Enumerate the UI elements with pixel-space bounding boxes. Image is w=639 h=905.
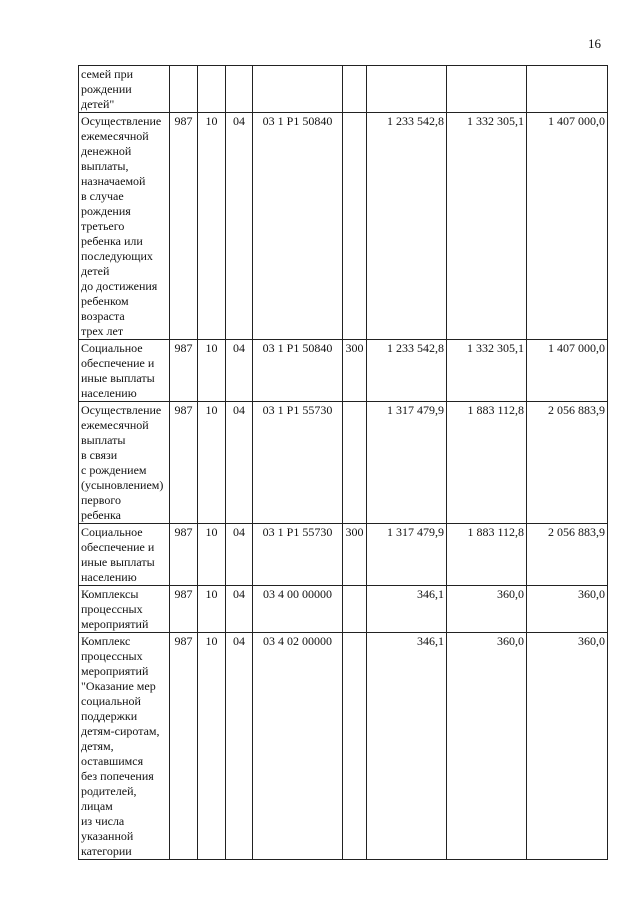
row-name-cell: Комплекс процессных мероприятий "Оказание мер социальной поддержки детям-сиротам, детям, оставшимся без попечения родителей, лицам из числа указанной категории [79,633,170,860]
subsection-code-cell: 04 [226,586,253,633]
section-code-cell: 10 [198,524,226,586]
section-code-cell: 10 [198,113,226,340]
row-name-cell: семей при рождении детей" [79,66,170,113]
row-name-cell: Осуществление ежемесячной денежной выплаты, назначаемой в случае рождения третьего ребенка или последующих детей до достижения ребенком возраста трех лет [79,113,170,340]
row-name-cell: Осуществление ежемесячной выплаты в связи с рождением (усыновлением) первого ребенка [79,402,170,524]
table-row [79,66,608,113]
target-article-cell: 03 1 P1 55730 [253,402,343,524]
year3-amount-cell: 360,0 [527,586,608,633]
admin-code-cell [170,66,198,113]
subsection-code-cell: 04 [226,340,253,402]
admin-code-cell: 987 [170,633,198,860]
year1-amount-cell [367,66,447,113]
expense-type-cell [343,113,367,340]
subsection-code-cell [226,66,253,113]
row-name-cell: Комплексы процессных мероприятий [79,586,170,633]
year2-amount-cell: 1 883 112,8 [447,524,527,586]
year1-amount-cell: 346,1 [367,633,447,860]
budget-table [78,65,608,860]
target-article-cell: 03 1 P1 50840 [253,113,343,340]
year1-amount-cell: 1 317 479,9 [367,402,447,524]
target-article-cell: 03 1 P1 50840 [253,340,343,402]
expense-type-cell: 300 [343,340,367,402]
admin-code-cell: 987 [170,402,198,524]
year3-amount-cell [527,66,608,113]
year3-amount-cell: 2 056 883,9 [527,524,608,586]
subsection-code-cell: 04 [226,633,253,860]
year2-amount-cell: 1 883 112,8 [447,402,527,524]
section-code-cell: 10 [198,633,226,860]
section-code-cell: 10 [198,586,226,633]
section-code-cell: 10 [198,402,226,524]
table-row [79,586,608,633]
expense-type-cell [343,586,367,633]
table-row [79,340,608,402]
expense-type-cell [343,402,367,524]
year1-amount-cell: 1 233 542,8 [367,113,447,340]
year2-amount-cell: 1 332 305,1 [447,113,527,340]
expense-type-cell [343,66,367,113]
year3-amount-cell: 360,0 [527,633,608,860]
section-code-cell: 10 [198,340,226,402]
year1-amount-cell: 346,1 [367,586,447,633]
year2-amount-cell: 1 332 305,1 [447,340,527,402]
subsection-code-cell: 04 [226,113,253,340]
table-row [79,402,608,524]
target-article-cell: 03 4 02 00000 [253,633,343,860]
table-row [79,113,608,340]
admin-code-cell: 987 [170,524,198,586]
row-name-cell: Социальное обеспечение и иные выплаты населению [79,340,170,402]
admin-code-cell: 987 [170,340,198,402]
target-article-cell: 03 1 P1 55730 [253,524,343,586]
year1-amount-cell: 1 233 542,8 [367,340,447,402]
year2-amount-cell [447,66,527,113]
table-row [79,633,608,860]
page-number: 16 [588,36,601,51]
year3-amount-cell: 1 407 000,0 [527,113,608,340]
section-code-cell [198,66,226,113]
year3-amount-cell: 1 407 000,0 [527,340,608,402]
expense-type-cell: 300 [343,524,367,586]
year2-amount-cell: 360,0 [447,586,527,633]
row-name-cell: Социальное обеспечение и иные выплаты населению [79,524,170,586]
table-row [79,524,608,586]
admin-code-cell: 987 [170,586,198,633]
year1-amount-cell: 1 317 479,9 [367,524,447,586]
admin-code-cell: 987 [170,113,198,340]
subsection-code-cell: 04 [226,402,253,524]
subsection-code-cell: 04 [226,524,253,586]
year3-amount-cell: 2 056 883,9 [527,402,608,524]
target-article-cell [253,66,343,113]
year2-amount-cell: 360,0 [447,633,527,860]
expense-type-cell [343,633,367,860]
target-article-cell: 03 4 00 00000 [253,586,343,633]
